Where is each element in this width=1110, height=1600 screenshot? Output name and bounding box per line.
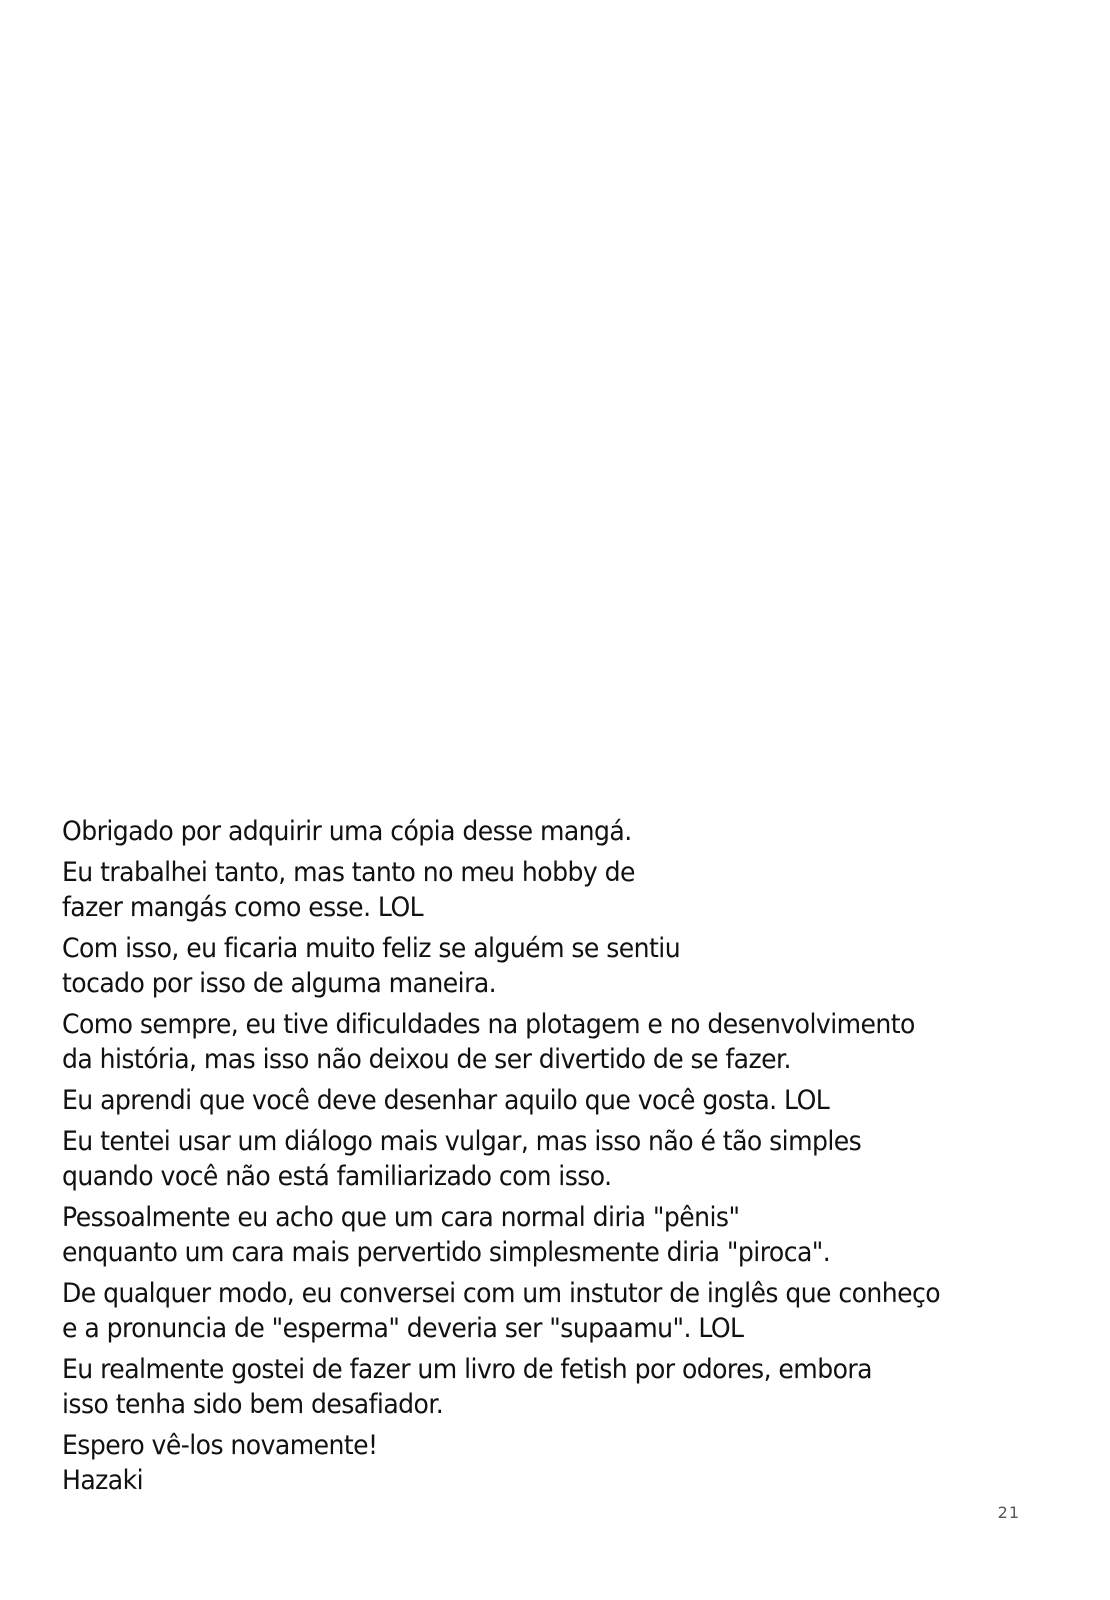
- afterword-line: da história, mas isso não deixou de ser divertido de se fazer.: [62, 1044, 791, 1075]
- afterword-line: fazer mangás como esse. LOL: [62, 892, 424, 923]
- page-number: 21: [997, 1503, 1020, 1522]
- afterword-text: [62, 814, 962, 1498]
- afterword-line: isso tenha sido bem desafiador.: [62, 1389, 444, 1420]
- afterword-line: Espero vê-los novamente!: [62, 1430, 378, 1461]
- afterword-line: Com isso, eu ficaria muito feliz se alguém se sentiu: [62, 933, 681, 964]
- afterword-line: tocado por isso de alguma maneira.: [62, 968, 497, 999]
- afterword-line: Obrigado por adquirir uma cópia desse mangá.: [62, 816, 632, 847]
- afterword-line: Eu trabalhei tanto, mas tanto no meu hobby de: [62, 857, 635, 888]
- afterword-line: Eu aprendi que você deve desenhar aquilo que você gosta. LOL: [62, 1085, 830, 1116]
- author-signature: Hazaki: [62, 1465, 144, 1496]
- afterword-line: De qualquer modo, eu conversei com um instutor de inglês que conheço: [62, 1278, 941, 1309]
- afterword-line: enquanto um cara mais pervertido simplesmente diria "piroca".: [62, 1237, 831, 1268]
- afterword-line: Como sempre, eu tive dificuldades na plotagem e no desenvolvimento: [62, 1009, 915, 1040]
- afterword-line: quando você não está familiarizado com isso.: [62, 1161, 612, 1192]
- afterword-line: Pessoalmente eu acho que um cara normal diria "pênis": [62, 1202, 740, 1233]
- afterword-line: Eu realmente gostei de fazer um livro de fetish por odores, embora: [62, 1354, 872, 1385]
- afterword-line: e a pronuncia de "esperma" deveria ser "supaamu". LOL: [62, 1313, 744, 1344]
- afterword-line: Eu tentei usar um diálogo mais vulgar, mas isso não é tão simples: [62, 1126, 862, 1157]
